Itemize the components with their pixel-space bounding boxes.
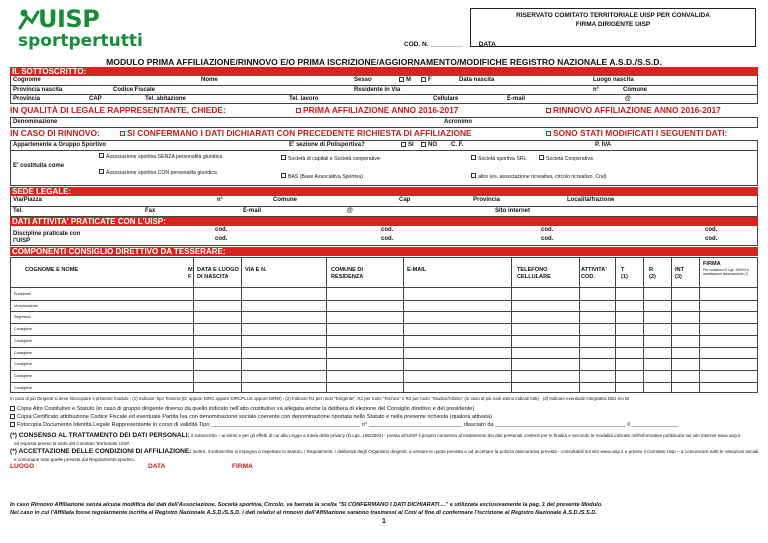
- th-email: E-MAIL: [407, 267, 427, 273]
- th-t: T (1): [621, 267, 628, 281]
- data-field-footer[interactable]: DATA: [148, 463, 166, 470]
- sede-at: @: [347, 208, 353, 214]
- checkbox-si[interactable]: [401, 142, 406, 147]
- th-int: INT (3): [675, 267, 685, 281]
- checkbox-copia2[interactable]: [10, 414, 15, 419]
- table-row-label: Consigliere: [14, 327, 32, 332]
- label-cf[interactable]: C. F.: [451, 142, 464, 148]
- label-cap[interactable]: CAP: [89, 96, 102, 102]
- section-sede: SEDE LEGALE:: [10, 187, 758, 196]
- label-m: M: [406, 77, 411, 84]
- societa-capitali-label: Società di capitali e Società cooperative:: [288, 156, 382, 162]
- footnote-legend: In caso di più Dirigenti si deve fotocopiare il presente modulo - (1) Indicare: tipo Tessera (D: oppure DIRC oppure DIRCPLUS oppure DIRM) - (2) Indicare R1 per ruolo "Dirigente", R2 per ruolo "Tecnico" e R3 per ruolo "Giudice/Arbitro" (in caso di più ruoli vanno indicati tutti) - (3) Indicare eventuale integrativa DB1 e/o DI: [10, 396, 630, 401]
- sign-row: [10, 463, 310, 470]
- cod-row: [404, 41, 764, 48]
- attivita-grid: [10, 226, 758, 246]
- label-provincia[interactable]: Provincia: [13, 96, 41, 102]
- label-email[interactable]: E-mail: [507, 96, 526, 102]
- altro-label: altro (es. associazione ricreativa, circolo ricreativo, Cral): [478, 174, 607, 180]
- label-cod-fiscale[interactable]: Codice Fiscale: [113, 87, 156, 93]
- table-row-label: Consigliere: [14, 338, 32, 343]
- undersigned-grid: [10, 76, 758, 104]
- costituita-grid: [10, 140, 758, 186]
- accettazione-title: (*) ACCETTAZIONE DELLE CONDIZIONI DI AFFILIAZIONE:: [10, 448, 192, 455]
- sede-sito[interactable]: Sito internet: [495, 208, 531, 214]
- legale-heading: IN QUALITÀ DI LEGALE RAPPRESENTANTE, CHIEDE:: [10, 105, 226, 115]
- assoc-senza-label: Associazione sportiva SENZA personalità giuridica: [106, 154, 223, 160]
- cod-3[interactable]: cod.: [381, 227, 394, 233]
- sede-comune[interactable]: Comune: [273, 197, 297, 203]
- consenso-title: (*) CONSENSO AL TRATTAMENTO DEI DATI PERSONALI:: [10, 432, 190, 439]
- th-data-luogo: DATA E LUOGO DI NASCITA: [197, 267, 239, 281]
- logo-name: UISP: [38, 5, 100, 33]
- cod-field[interactable]: COD. N. _________: [404, 41, 463, 48]
- sede-provincia[interactable]: Provincia: [473, 197, 501, 203]
- final-note-2: Nel caso in cui l'Affiliata fosse regolarmente iscritta al Registro Nazionale A.S.D./S.S.D. i dati relativi al rinnovo dell'Affiliazione saranno trasmessi al Coni al fine di confermare l'iscrizione al Registro Nazionale A.S.D./S.S.D.: [10, 510, 597, 516]
- label-tel-lavoro[interactable]: Tel. lavoro: [289, 96, 319, 102]
- consenso-block: [10, 432, 758, 439]
- accettazione-text: inoltre, il sottoscritto si impegna a rispettare lo Statuto, i Regolamenti, i deliberati degli Organismi dirigenti, a versare le quote previste e ad accettare la polizza assicurativa prevista - consultabili sul sito www.uisp.it e presso il Comitato Uisp – a comunicare tutte le variazioni sociali: [192, 449, 758, 454]
- section-undersigned: IL SOTTOSCRITTO:: [10, 67, 758, 76]
- consenso-text: il sottoscritto – ai sensi e per gli effetti di cui alla Legge a tutela della privacy (D.Lgs. 196/2003) - presta all'UISP il proprio consenso al trattamento dei dati personali conferiti per le finalità e secondo le modalità indicate nell'informativa pubblicata sul sito internet www.uisp.it: [191, 433, 741, 438]
- checkbox-m[interactable]: [399, 77, 404, 82]
- assoc-con-label: Associazione sportiva CON personalità giuridica: [106, 170, 217, 176]
- sede-grid: [10, 196, 758, 217]
- checkbox-no[interactable]: [421, 142, 426, 147]
- logo-tagline: sportpertutti: [18, 31, 143, 51]
- th-mf: M F: [188, 267, 193, 281]
- srl-label: Società sportiva SRL: [478, 156, 527, 162]
- sede-localita[interactable]: Località/frazione: [567, 197, 615, 203]
- label-tel-abit[interactable]: Tel. abitazione: [145, 96, 186, 102]
- reserved-line2: FIRMA DIRIGENTE UISP: [575, 21, 651, 28]
- signature-field[interactable]: ___________________________: [560, 41, 659, 48]
- checkbox-modificati[interactable]: [546, 131, 551, 136]
- cod-5[interactable]: cod.: [541, 227, 554, 233]
- label-piva[interactable]: P. IVA: [595, 142, 612, 148]
- consiglio-table: [10, 257, 758, 393]
- table-row-label: Consigliere: [14, 373, 32, 378]
- legale-row: [10, 105, 758, 117]
- label-data-nascita[interactable]: Data nascita: [459, 77, 495, 83]
- th-cognome: COGNOME E NOME: [25, 267, 79, 273]
- table-row-label: Consigliere: [14, 362, 32, 367]
- sede-n: n°: [217, 197, 224, 203]
- rinnovo-label: RINNOVO AFFILIAZIONE ANNO 2016-2017: [553, 105, 721, 115]
- reserved-line1: RISERVATO COMITATO TERRITORIALE UISP PER CONVALIDA: [516, 12, 710, 19]
- checkbox-confermano[interactable]: [120, 131, 125, 136]
- cod-6[interactable]: cod.: [541, 236, 554, 242]
- accettazione-block: [10, 448, 758, 455]
- th-comune: COMUNE DI RESIDENZA: [331, 267, 364, 281]
- cod-4[interactable]: cod.: [381, 236, 394, 242]
- table-row-label: Consigliere: [14, 350, 32, 355]
- checkbox-rinnovo[interactable]: [546, 108, 551, 113]
- discipline-label: Discipline praticate con l'UISP: [13, 231, 81, 245]
- th-telefono: TELEFONO CELLULARE: [517, 267, 551, 281]
- cod-7[interactable]: cod.: [705, 227, 718, 233]
- accettazione-text2: e comunque tutte quelle previste dal Regolamento sportivo.: [14, 457, 136, 462]
- th-attivita: ATTIVITA' COD.: [581, 267, 607, 281]
- prima-label: PRIMA AFFILIAZIONE ANNO 2016-2017: [303, 105, 459, 115]
- at-sign: @: [625, 96, 631, 102]
- label-f: F: [428, 77, 432, 84]
- label-denominazione[interactable]: Denominazione: [13, 119, 58, 125]
- cod-1[interactable]: cod.: [215, 227, 228, 233]
- sede-tel[interactable]: Tel.: [13, 208, 23, 214]
- bas-label: BAS (Base Associativa Sportiva): [288, 174, 363, 180]
- checkbox-srl[interactable]: [471, 155, 476, 160]
- page-number: 1: [382, 518, 386, 525]
- data-field[interactable]: DATA ____________: [478, 41, 541, 48]
- table-row-label: Segretario: [14, 315, 31, 320]
- label-acronimo[interactable]: Acronimo: [444, 119, 473, 125]
- copia1-label: Copia Atto Costitutivo e Statuto (in caso di gruppo dirigente diverso da quello indicato nell'atto costitutivo va allegata anche la delibera di elezione del Consiglio direttivo e del presidente): [17, 406, 475, 412]
- th-via: VIA E N.: [245, 267, 267, 273]
- label-nome[interactable]: Nome: [201, 77, 218, 83]
- denominazione-grid: [10, 117, 758, 128]
- consenso-text2: ed esposta presso la sede del Comitato Territoriale UISP.: [14, 441, 131, 446]
- label-no: NO: [428, 142, 437, 149]
- form-title: MODULO PRIMA AFFILIAZIONE/RINNOVO E/O PRIMA ISCRIZIONE/AGGIORNAMENTO/MODIFICHE REGISTRO NAZIONALE A.S.D./S.S.D.: [106, 57, 662, 67]
- th-firma-note: Per consenso D.Lgs. 196/03 e accettazione tesseramento (*): [703, 268, 749, 277]
- label-prov-nascita[interactable]: Provincia nascita: [13, 87, 63, 93]
- label-sezione: E' sezione di Polisportiva?: [289, 142, 365, 148]
- confermano-label: SI CONFERMANO I DATI DICHIARATI CON PRECEDENTE RICHIESTA DI AFFILIAZIONE: [127, 128, 472, 138]
- sede-cap[interactable]: Cap: [399, 197, 411, 203]
- label-cognome[interactable]: Cognome: [13, 77, 41, 83]
- label-luogo-nascita[interactable]: Luogo nascita: [593, 77, 634, 83]
- checkbox-societa-capitali[interactable]: [281, 155, 286, 160]
- checkbox-copia3[interactable]: [10, 422, 15, 427]
- label-n: n°: [593, 87, 600, 93]
- label-comune[interactable]: Comune: [623, 87, 647, 93]
- checkbox-assoc-con[interactable]: [99, 169, 104, 174]
- th-r: R (2): [649, 267, 656, 281]
- sede-fax[interactable]: Fax: [145, 208, 156, 214]
- sede-via[interactable]: Via/Piazza: [13, 197, 42, 203]
- checkbox-altro[interactable]: [471, 173, 476, 178]
- in-caso-rinnovo: IN CASO DI RINNOVO:: [10, 128, 100, 138]
- th-firma: FIRMA: [703, 261, 721, 267]
- final-note-1: In caso Rinnovo Affiliazione senza alcuna modifica dei dati dell'Associazione, Società sportiva, Circolo, va barrata la scelta "SI CONFERMANO I DATI DICHIARATI ..." e utilizzata esclusivamente la pag. 1 del presente Modulo.: [10, 502, 603, 508]
- firma-field[interactable]: FIRMA: [232, 463, 253, 470]
- section-attivita: DATI ATTIVITA' PRATICATE CON L'UISP:: [10, 217, 758, 226]
- label-costituita: E' costituita come: [13, 163, 65, 169]
- label-residente[interactable]: Residente in Via: [354, 87, 401, 93]
- sede-email[interactable]: E-mail: [243, 208, 262, 214]
- label-sesso: Sesso: [354, 77, 372, 83]
- section-consiglio: COMPONENTI CONSIGLIO DIRETTIVO DA TESSERARE:: [10, 247, 758, 256]
- copia2-label: Copia Certificato attribuzione Codice Fiscale ed eventuale Partita Iva con denominazione sociale coerente con denominazione riportata nello Statuto e nella presente richiesta (qualora attivata): [17, 414, 492, 420]
- table-row-label: Presidente: [14, 292, 32, 296]
- table-row-label: Consigliere: [14, 385, 32, 390]
- checkbox-assoc-senza[interactable]: [99, 153, 104, 158]
- modificati-label: SONO STATI MODIFICATI I SEGUENTI DATI:: [553, 128, 728, 138]
- coop-label: Società Cooperativa: [546, 156, 593, 162]
- cod-8[interactable]: cod.: [705, 236, 718, 242]
- checkbox-f[interactable]: [421, 77, 426, 82]
- luogo-field[interactable]: LUOGO: [10, 463, 35, 470]
- label-cellulare[interactable]: Cellulare: [433, 96, 459, 102]
- checkbox-bas[interactable]: [281, 173, 286, 178]
- checkbox-coop[interactable]: [539, 155, 544, 160]
- cod-2[interactable]: cod.: [215, 236, 228, 242]
- label-appartenente[interactable]: Appartenente a Gruppo Sportivo: [13, 142, 107, 148]
- copia3-label: Fotocopia Documento Identità Legale Rappresentante in corso di validità Tipo ________________________________________________ n° ______________________________ rilasciato da __________________________________________ il _______________: [17, 422, 679, 428]
- checkbox-copia1[interactable]: [10, 406, 15, 411]
- checkbox-prima[interactable]: [296, 108, 301, 113]
- table-row-label: Vicepresidente: [14, 303, 38, 308]
- label-si: SI: [408, 142, 414, 149]
- rinnovo-row: [10, 128, 758, 140]
